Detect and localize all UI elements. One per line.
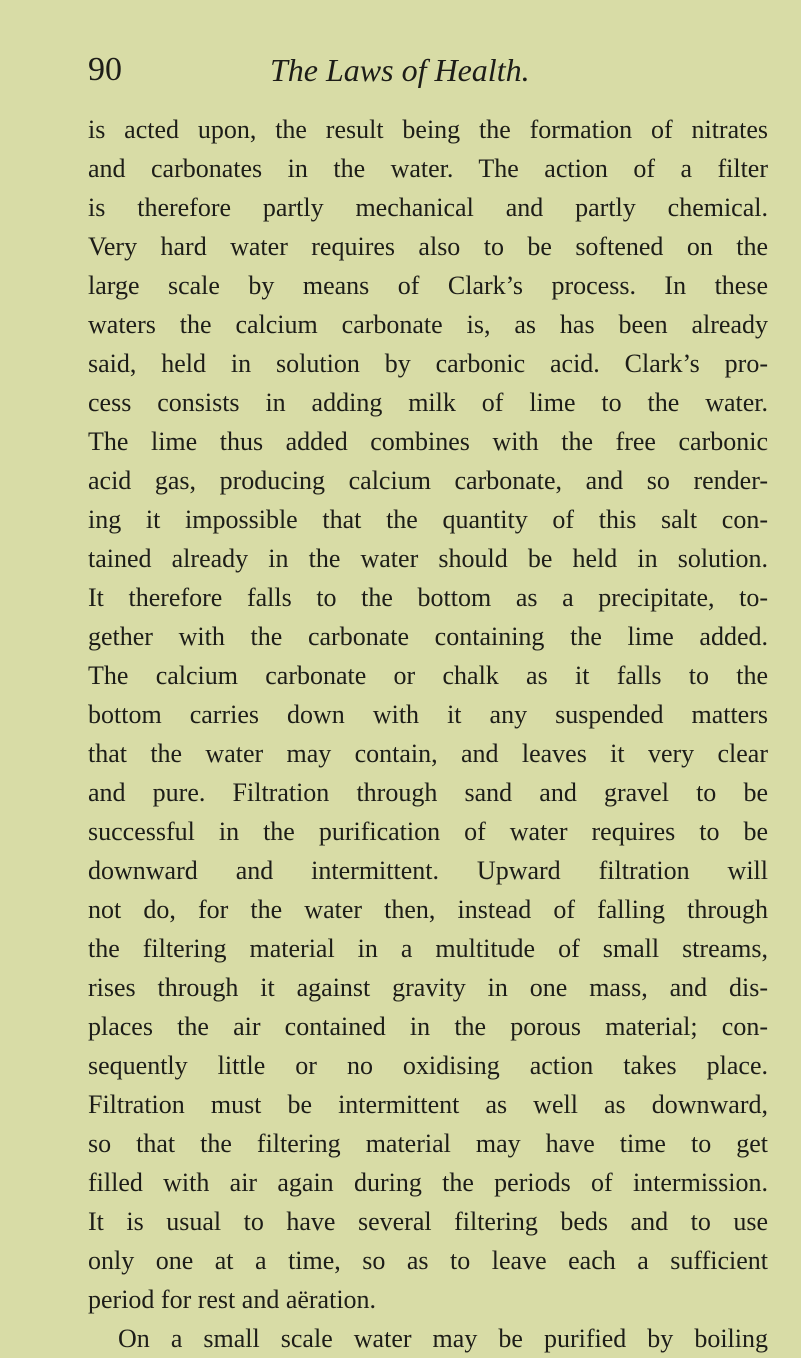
text-line: The lime thus added combines with the free carbonic	[88, 427, 768, 456]
text-line: rises through it against gravity in one mass, and dis-	[88, 973, 768, 1002]
text-line: Very hard water requires also to be softened on the	[88, 232, 768, 261]
text-line: the filtering material in a multitude of small streams,	[88, 934, 768, 963]
text-line: so that the filtering material may have time to get	[88, 1129, 768, 1158]
text-line-paragraph-end: period for rest and aëration.	[88, 1285, 377, 1314]
text-line: is therefore partly mechanical and partly chemical.	[88, 193, 768, 222]
text-line: filled with air again during the periods of intermission.	[88, 1168, 768, 1197]
body-text	[88, 110, 768, 1358]
text-line: tained already in the water should be held in solution.	[88, 544, 768, 573]
text-line: and carbonates in the water. The action of a filter	[88, 154, 768, 183]
text-line: Filtration must be intermittent as well as downward,	[88, 1090, 768, 1119]
text-line: not do, for the water then, instead of falling through	[88, 895, 768, 924]
text-line: It is usual to have several filtering beds and to use	[88, 1207, 768, 1236]
text-line: successful in the purification of water requires to be	[88, 817, 768, 846]
book-title: The Laws of Health.	[270, 52, 530, 88]
text-line: downward and intermittent. Upward filtration will	[88, 856, 768, 885]
text-line: that the water may contain, and leaves it very clear	[88, 739, 768, 768]
running-head	[0, 50, 801, 100]
text-line: places the air contained in the porous material; con-	[88, 1012, 768, 1041]
text-line: said, held in solution by carbonic acid. Clark’s pro-	[88, 349, 768, 378]
text-line: waters the calcium carbonate is, as has been already	[88, 310, 768, 339]
text-line: The calcium carbonate or chalk as it falls to the	[88, 661, 768, 690]
text-line: ing it impossible that the quantity of this salt con-	[88, 505, 768, 534]
text-line: only one at a time, so as to leave each a sufficient	[88, 1246, 768, 1275]
text-line: sequently little or no oxidising action takes place.	[88, 1051, 768, 1080]
text-line: gether with the carbonate containing the lime added.	[88, 622, 768, 651]
text-line: large scale by means of Clark’s process. In these	[88, 271, 768, 300]
text-line-paragraph-start: On a small scale water may be purified by boiling	[118, 1324, 768, 1353]
text-line: acid gas, producing calcium carbonate, and so render-	[88, 466, 768, 495]
text-line: It therefore falls to the bottom as a precipitate, to-	[88, 583, 768, 612]
text-line: is acted upon, the result being the formation of nitrates	[88, 115, 768, 144]
text-line: bottom carries down with it any suspended matters	[88, 700, 768, 729]
text-line: and pure. Filtration through sand and gravel to be	[88, 778, 768, 807]
text-line: cess consists in adding milk of lime to the water.	[88, 388, 768, 417]
page-number: 90	[88, 51, 122, 88]
